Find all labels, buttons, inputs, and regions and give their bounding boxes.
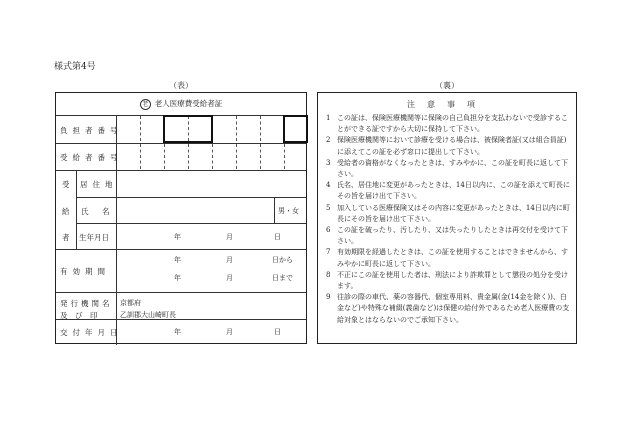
note-text: この証を破ったり、汚したり、又は失ったりしたときは再交付を受けて下さい。 bbox=[337, 226, 568, 246]
back-side-label: （裏） bbox=[435, 81, 459, 90]
note-item bbox=[326, 247, 572, 269]
front-card bbox=[55, 92, 307, 344]
recipient-number-label: 受給者番号 bbox=[60, 153, 123, 162]
note-item bbox=[326, 270, 572, 292]
note-item bbox=[326, 135, 572, 157]
recipient-vertical-2: 給 bbox=[62, 207, 70, 216]
note-number: 6 bbox=[326, 226, 331, 235]
note-text: 往診の際の車代、薬の容器代、個室専用料、貴金属(金(14金を除く))、白金など)や特殊な補綴(義歯など)は保健の給付外であるため老人医療費の支給対象とはならないのでご承知下さい。 bbox=[337, 293, 570, 324]
note-text: 加入している医療保険又はその内容に変更があったときは、14日以内に町長にその旨を届け出て下さい。 bbox=[337, 203, 570, 223]
note-text: この証は、保険医療機関等に保険の自己負担分を支払わないで受診することができる証ですから大切に保持して下さい。 bbox=[337, 114, 568, 134]
issuer-label-line1: 発行機関名 bbox=[60, 299, 113, 308]
note-number: 2 bbox=[326, 136, 331, 145]
note-number: 9 bbox=[326, 293, 331, 302]
burden-number-label: 負担者番号 bbox=[60, 126, 123, 135]
birth-day-unit: 日 bbox=[274, 233, 281, 241]
birth-year-unit: 年 bbox=[174, 233, 181, 241]
issue-day-unit: 日 bbox=[274, 328, 281, 336]
validity-from-year-unit: 年 bbox=[174, 256, 181, 264]
address-label: 居住地 bbox=[80, 180, 118, 189]
note-number: 5 bbox=[326, 203, 331, 212]
back-card bbox=[317, 92, 577, 344]
birth-month-unit: 月 bbox=[226, 233, 233, 241]
note-number: 1 bbox=[326, 114, 331, 122]
birth-date-label: 生年月日 bbox=[79, 233, 109, 242]
issue-date-label: 交付年月日 bbox=[60, 328, 123, 337]
notes-list bbox=[326, 113, 572, 326]
issuer-town: 乙訓郡大山崎町長 bbox=[120, 311, 176, 319]
form-number: 様式第4号 bbox=[54, 62, 96, 72]
issue-month-unit: 月 bbox=[226, 328, 233, 336]
note-item bbox=[326, 292, 572, 326]
note-number: 8 bbox=[326, 270, 331, 279]
validity-label: 有効期間 bbox=[60, 267, 110, 276]
validity-from-month-unit: 月 bbox=[226, 256, 233, 264]
recipient-vertical-3: 者 bbox=[62, 233, 70, 242]
validity-to-month-unit: 月 bbox=[226, 274, 233, 282]
note-item bbox=[326, 113, 572, 135]
issue-year-unit: 年 bbox=[174, 328, 181, 336]
recipient-number-cells[interactable] bbox=[116, 144, 307, 170]
notes-title: 注意事項 bbox=[407, 100, 487, 109]
note-number: 4 bbox=[326, 181, 331, 190]
note-number: 7 bbox=[326, 248, 331, 257]
recipient-vertical-1: 受 bbox=[62, 180, 70, 189]
burden-number-cells[interactable] bbox=[116, 116, 307, 143]
card-title bbox=[56, 98, 306, 110]
card-title-text: 老人医療費受給者証 bbox=[154, 99, 223, 108]
elderly-mark-icon: 老 bbox=[140, 99, 151, 110]
name-label: 氏 名 bbox=[81, 207, 113, 216]
note-item bbox=[326, 203, 572, 225]
note-text: 有効期限を経過したときは、この証を使用することはできませんから、すみやかに町長に返して下さい。 bbox=[337, 248, 568, 268]
validity-from-suffix: 日から bbox=[272, 256, 293, 264]
note-text: 氏名、居住地に変更があったときは、14日以内に、この証を添えて町長にその旨を届け出て下さい。 bbox=[337, 181, 570, 201]
issuer-label-line2: 及 び 印 bbox=[60, 311, 98, 320]
note-text: 不正にこの証を使用した者は、刑法により詐欺罪として懲役の処分を受けます。 bbox=[337, 270, 568, 291]
validity-to-suffix: 日まで bbox=[272, 274, 293, 282]
issuer-prefecture: 京都府 bbox=[120, 299, 141, 307]
validity-to-year-unit: 年 bbox=[174, 274, 181, 282]
note-text: 保険医療機関等において診療を受ける場合は、被保険者証(又は組合員証)に添えてこの証を必ず窓口に提出して下さい。 bbox=[337, 136, 567, 156]
note-item bbox=[326, 225, 572, 247]
front-side-label: （表） bbox=[169, 81, 193, 90]
note-item bbox=[326, 180, 572, 202]
note-item bbox=[326, 158, 572, 180]
note-text: 受給者の資格がなくなったときは、すみやかに、この証を町長に返して下さい。 bbox=[337, 158, 568, 179]
note-number: 3 bbox=[326, 158, 331, 167]
sex-field[interactable]: 男・女 bbox=[278, 207, 299, 215]
